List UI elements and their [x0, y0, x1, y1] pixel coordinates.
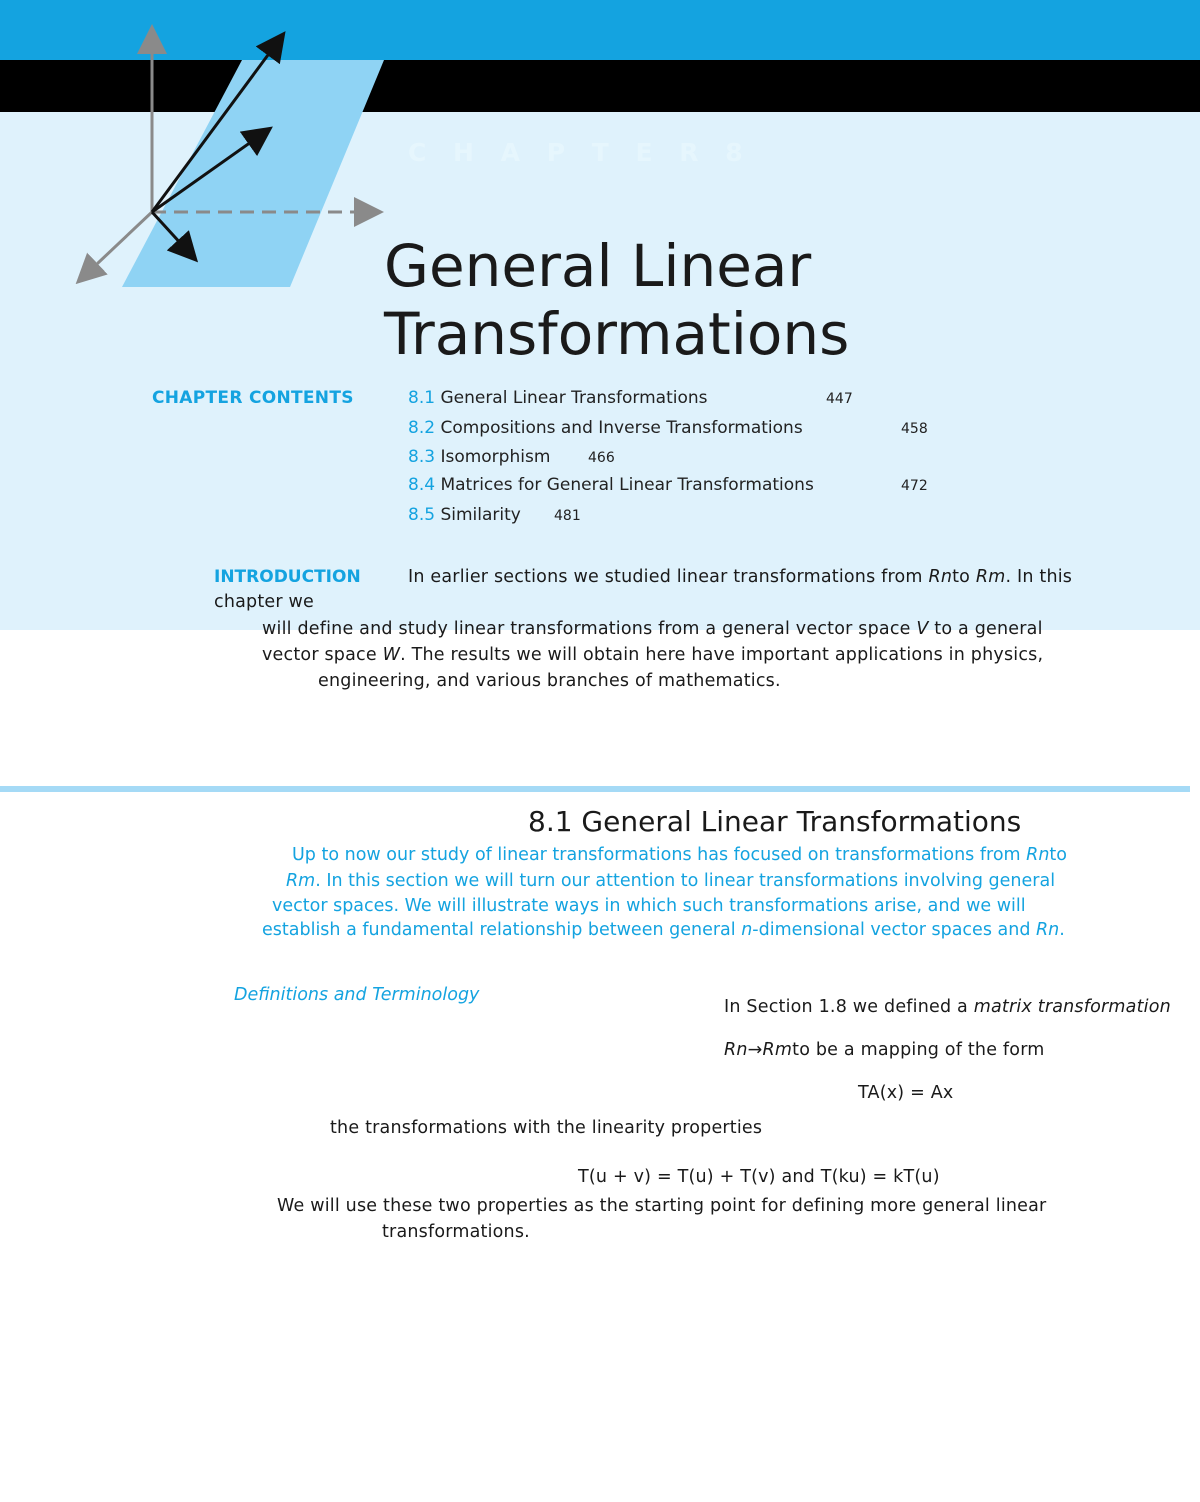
toc-page: 481 — [554, 508, 581, 524]
chapter-title-line2: Transformations — [384, 300, 850, 368]
toc-page: 458 — [901, 421, 928, 437]
math-rn: Rn — [1026, 845, 1050, 865]
intro-text: In earlier sections we studied linear transformations from — [408, 567, 929, 587]
section-intro-line-2 — [286, 871, 1055, 891]
toc-title: Similarity — [440, 505, 521, 525]
arrow-symbol: → — [747, 1040, 763, 1060]
vector-diagram-art — [0, 0, 400, 300]
toc-page: 466 — [588, 450, 615, 466]
definition-emphasis: matrix transformation — [973, 997, 1171, 1017]
intro-line-1 — [408, 567, 1072, 587]
equation-matrix-transformation: TA(x) = Ax — [858, 1083, 954, 1103]
math-rm: Rm — [286, 871, 316, 891]
closing-line-2: transformations. — [382, 1222, 530, 1242]
math-rn: Rn — [1036, 920, 1060, 940]
section-intro-text: Up to now our study of linear transformations has focused on transformations from — [292, 845, 1027, 865]
definition-line-2 — [724, 1040, 1045, 1060]
toc-item[interactable] — [408, 505, 581, 525]
closing-line-1: We will use these two properties as the starting point for defining more general linear — [277, 1196, 1047, 1216]
equation-linearity-properties: T(u + v) = T(u) + T(v) and T(ku) = kT(u) — [578, 1167, 940, 1187]
toc-number: 8.4 — [408, 475, 436, 495]
toc-item[interactable] — [408, 447, 615, 467]
section-intro-line-3: vector spaces. We will illustrate ways in which such transformations arise, and we will — [272, 896, 1026, 916]
intro-text: to a general — [928, 619, 1043, 639]
section-divider — [0, 786, 1190, 792]
math-v: V — [916, 619, 929, 639]
definition-line-1 — [724, 997, 1200, 1017]
chapter-contents-label: CHAPTER CONTENTS — [152, 388, 354, 408]
section-title: 8.1 General Linear Transformations — [528, 805, 1022, 838]
toc-item[interactable] — [408, 418, 928, 438]
intro-line-5: engineering, and various branches of mathematics. — [318, 671, 781, 691]
toc-page: 447 — [826, 391, 853, 407]
toc-title: Isomorphism — [440, 447, 551, 467]
toc-number: 8.3 — [408, 447, 436, 467]
chapter-title-line1: General Linear — [384, 232, 812, 300]
math-rm: Rm — [762, 1040, 793, 1060]
math-w: W — [382, 645, 401, 665]
chapter-title — [384, 232, 849, 368]
toc-item[interactable] — [408, 475, 928, 495]
section-intro-text: . In this section we will turn our attention to linear transformations involving general — [315, 871, 1056, 891]
toc-number: 8.1 — [408, 388, 436, 408]
intro-line-2: chapter we — [214, 592, 315, 612]
toc-number: 8.2 — [408, 418, 436, 438]
section-intro-text: -dimensional vector spaces and — [752, 920, 1036, 940]
section-intro-line-4 — [262, 920, 1065, 940]
intro-text: will define and study linear transformations from a general vector space — [262, 619, 917, 639]
toc-page: 472 — [901, 478, 928, 494]
section-intro-text: . — [1059, 920, 1065, 940]
toc-title: Compositions and Inverse Transformations — [440, 418, 803, 438]
linearity-intro-line: the transformations with the linearity properties — [330, 1118, 763, 1138]
toc-title: Matrices for General Linear Transformations — [440, 475, 814, 495]
section-intro-line-1 — [292, 845, 1067, 865]
intro-text: vector space — [262, 645, 383, 665]
intro-line-3 — [262, 619, 1043, 639]
math-n: n — [741, 920, 753, 940]
intro-text: . The results we will obtain here have important applications in physics, — [400, 645, 1044, 665]
toc-number: 8.5 — [408, 505, 436, 525]
toc-item[interactable] — [408, 388, 853, 408]
definition-text: In Section 1.8 we defined a — [724, 997, 974, 1017]
subsection-heading: Definitions and Terminology — [234, 985, 480, 1005]
introduction-label: INTRODUCTION — [214, 567, 361, 587]
math-rm: Rm — [975, 567, 1006, 587]
math-rn: Rn — [928, 567, 953, 587]
section-intro-text: establish a fundamental relationship between general — [262, 920, 742, 940]
intro-line-4 — [262, 645, 1043, 665]
intro-text: to — [952, 567, 976, 587]
toc-title: General Linear Transformations — [440, 388, 708, 408]
definition-text: to be a mapping of the form — [792, 1040, 1045, 1060]
math-rn: Rn — [724, 1040, 748, 1060]
chapter-number-label: C H A P T E R 8 — [408, 138, 752, 167]
intro-text: . In this — [1005, 567, 1073, 587]
plane-parallelogram — [122, 60, 384, 287]
section-intro-text: to — [1049, 845, 1067, 865]
